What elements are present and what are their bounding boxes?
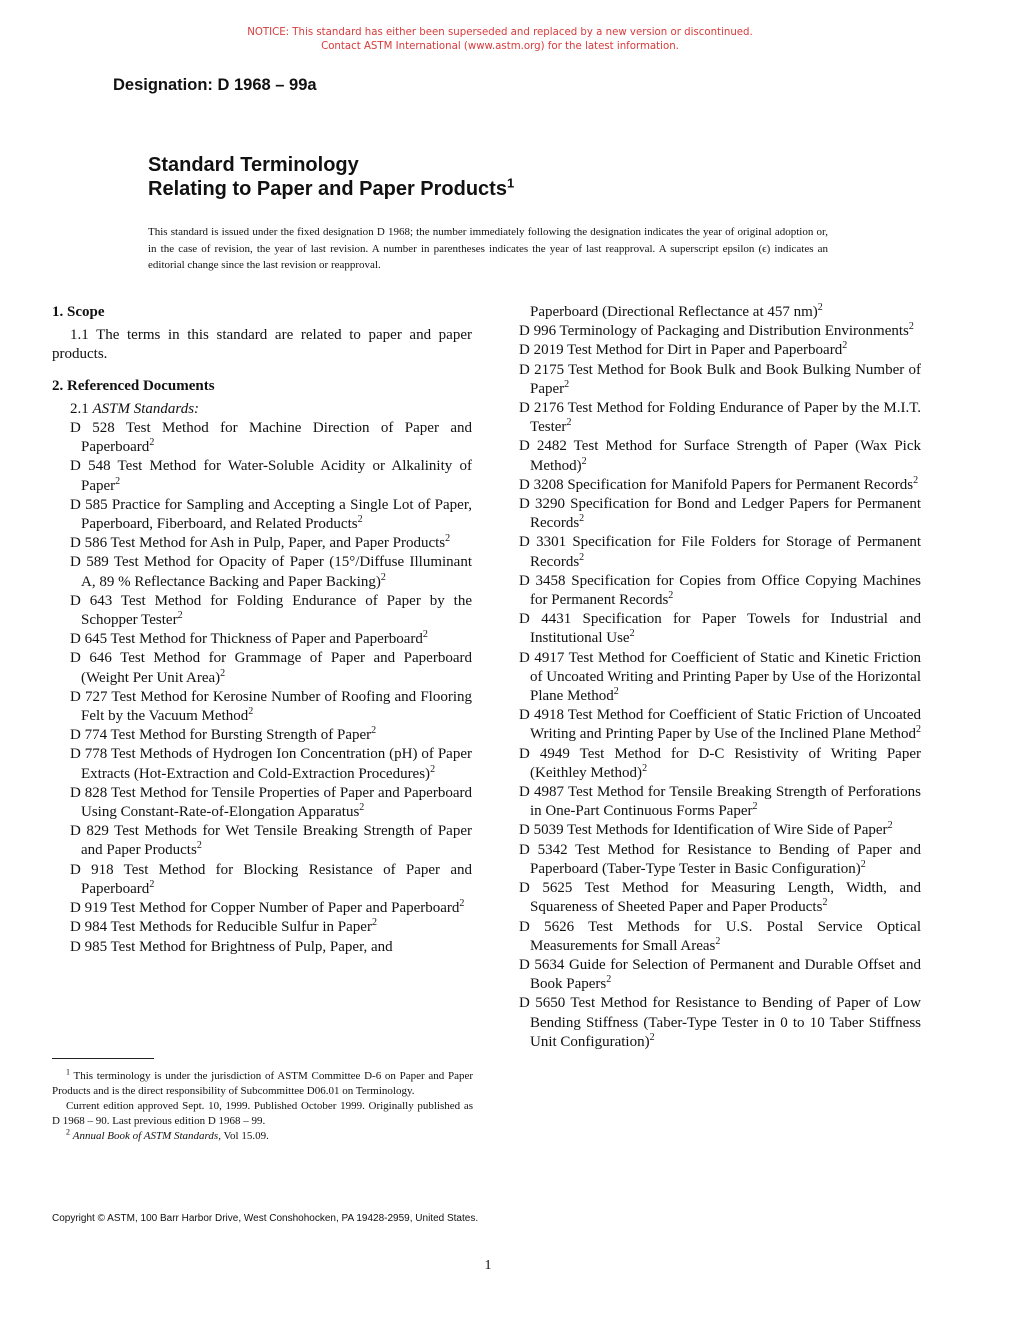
reference-item: D 2019 Test Method for Dirt in Paper and Paperboard$^2$ (519, 340, 848, 359)
right-column (519, 303, 921, 1052)
reference-item: D 646 Test Method for Grammage of Paper and Paperboard (Weight Per Unit Area)$^2$ (70, 650, 472, 686)
notice-line-2: Contact ASTM International (www.astm.org) for the latest information. (321, 41, 679, 52)
astm-standards-subheading: 2.1 ASTM Standards: (70, 400, 200, 417)
scope-paragraph: 1.1 The terms in this standard are related to paper and paper products. (52, 327, 472, 363)
reference-item: D 984 Test Methods for Reducible Sulfur in Paper$^2$ (70, 917, 377, 936)
reference-item: D 589 Test Method for Opacity of Paper (15°/Diffuse Illuminant A, 89 % Reflectance Backing and Paper Backing)$^2$ (70, 554, 472, 590)
reference-item: D 985 Test Method for Brightness of Pulp, Paper, and (70, 938, 393, 955)
footnotes (52, 1069, 473, 1144)
title-line-2: Relating to Paper and Paper Products$^1$ (148, 175, 515, 200)
reference-item: D 586 Test Method for Ash in Pulp, Paper, and Paper Products$^2$ (70, 533, 451, 552)
reference-continuation: Paperboard (Directional Reflectance at 457 nm)$^2$ (530, 302, 823, 320)
reference-item: D 5342 Test Method for Resistance to Bending of Paper and Paperboard (Taber-Type Tester in Basic Configuration)$^2$ (519, 841, 921, 877)
referenced-documents-heading: 2. Referenced Documents (52, 377, 215, 394)
right-reference-list (519, 322, 921, 1052)
reference-item: D 774 Test Method for Bursting Strength of Paper$^2$ (70, 725, 377, 744)
reference-item: D 2176 Test Method for Folding Endurance of Paper by the M.I.T. Tester$^2$ (519, 400, 921, 436)
reference-item: D 727 Test Method for Kerosine Number of Roofing and Flooring Felt by the Vacuum Method$^2$ (70, 688, 472, 725)
superseded-notice (0, 26, 1000, 54)
reference-item: D 919 Test Method for Copper Number of Paper and Paperboard$^2$ (70, 898, 465, 917)
reference-item: D 5626 Test Methods for U.S. Postal Service Optical Measurements for Small Areas$^2$ (519, 918, 921, 954)
issuance-statement: This standard is issued under the fixed designation D 1968; the number immediately following the designation indicates the year of original adoption or, in the case of revision, the year of last revision. A number in parentheses indicates the year of last reapproval. A superscript epsilon (ϵ) indicates an editorial change since the last revision or reapproval. (148, 226, 828, 271)
reference-item: D 548 Test Method for Water-Soluble Acidity or Alkalinity of Paper$^2$ (70, 458, 472, 494)
reference-item: D 5634 Guide for Selection of Permanent and Durable Offset and Book Papers$^2$ (519, 956, 921, 993)
copyright-notice: Copyright © ASTM, 100 Barr Harbor Drive, West Conshohocken, PA 19428-2959, United States. (52, 1213, 479, 1224)
notice-line-1: NOTICE: This standard has either been superseded and replaced by a new version or discontinued. (247, 27, 753, 38)
left-column (52, 303, 472, 957)
reference-item: D 778 Test Methods of Hydrogen Ion Concentration (pH) of Paper Extracts (Hot-Extraction and Cold-Extraction Procedures)$^2$ (70, 746, 472, 782)
footnote-2: $^2$ Annual Book of ASTM Standards, Vol 15.09. (66, 1127, 269, 1142)
scope-heading: 1. Scope (52, 304, 105, 320)
reference-item: D 4987 Test Method for Tensile Breaking Strength of Perforations in One-Part Continuous Forms Paper$^2$ (519, 784, 921, 820)
reference-item: D 528 Test Method for Machine Direction of Paper and Paperboard$^2$ (70, 420, 472, 456)
footnote-divider (52, 1058, 154, 1059)
reference-item: D 3208 Specification for Manifold Papers for Permanent Records$^2$ (519, 474, 919, 493)
reference-item: D 4949 Test Method for D-C Resistivity of Writing Paper (Keithley Method)$^2$ (519, 745, 921, 781)
reference-item: D 2175 Test Method for Book Bulk and Book Bulking Number of Paper$^2$ (519, 361, 921, 397)
reference-item: D 4431 Specification for Paper Towels for Industrial and Institutional Use$^2$ (519, 611, 921, 647)
reference-item: D 828 Test Method for Tensile Properties of Paper and Paperboard Using Constant-Rate-of-Elongation Apparatus$^2$ (70, 784, 472, 821)
reference-item: D 645 Test Method for Thickness of Paper and Paperboard$^2$ (70, 629, 428, 648)
reference-item: D 3301 Specification for File Folders for Storage of Permanent Records$^2$ (519, 534, 921, 570)
left-reference-list (52, 419, 472, 957)
reference-item: D 3290 Specification for Bond and Ledger Papers for Permanent Records$^2$ (519, 496, 921, 532)
footnote-1: $^1$ This terminology is under the jurisdiction of ASTM Committee D-6 on Paper and Paper Products and is the direct responsibility of Subcommittee D06.01 on Terminology. (52, 1067, 473, 1097)
edition-note: Current edition approved Sept. 10, 1999. Published October 1999. Originally published as D 1968 – 90. Last previous edition D 1968 – 99. (52, 1100, 473, 1127)
reference-item: D 643 Test Method for Folding Endurance of Paper by the Schopper Tester$^2$ (70, 592, 472, 629)
reference-item: D 5650 Test Method for Resistance to Bending of Paper of Low Bending Stiffness (Taber-Type Tester in 0 to 10 Taber Stiffness Unit Configuration)$^2$ (519, 995, 921, 1050)
reference-item: D 5625 Test Method for Measuring Length, Width, and Squareness of Sheeted Paper and Paper Products$^2$ (519, 880, 921, 916)
reference-item: D 996 Terminology of Packaging and Distribution Environments$^2$ (519, 321, 914, 340)
title-footnote-mark: 1 (506, 175, 515, 191)
page-number: 1 (484, 1258, 492, 1273)
page-title (148, 153, 514, 201)
reference-item: D 918 Test Method for Blocking Resistance of Paper and Paperboard$^2$ (70, 861, 472, 897)
reference-item: D 829 Test Methods for Wet Tensile Breaking Strength of Paper and Paper Products$^2$ (70, 823, 472, 859)
designation: Designation: D 1968 – 99a (113, 76, 317, 94)
reference-item: D 585 Practice for Sampling and Accepting a Single Lot of Paper, Paperboard, Fiberboard, and Related Products$^2$ (70, 496, 472, 533)
reference-item: D 5039 Test Methods for Identification of Wire Side of Paper$^2$ (519, 820, 893, 839)
reference-item: D 4917 Test Method for Coefficient of Static and Kinetic Friction of Uncoated Writing and Printing Paper by Use of the Horizontal Plane Method$^2$ (519, 649, 921, 705)
reference-item: D 3458 Specification for Copies from Office Copying Machines for Permanent Records$^2$ (519, 572, 921, 609)
reference-item: D 2482 Test Method for Surface Strength of Paper (Wax Pick Method)$^2$ (519, 438, 921, 474)
reference-item: D 4918 Test Method for Coefficient of Static Friction of Uncoated Writing and Printing Paper by Use of the Inclined Plane Method$^2$ (519, 707, 921, 743)
title-line-1: Standard Terminology (148, 154, 359, 176)
